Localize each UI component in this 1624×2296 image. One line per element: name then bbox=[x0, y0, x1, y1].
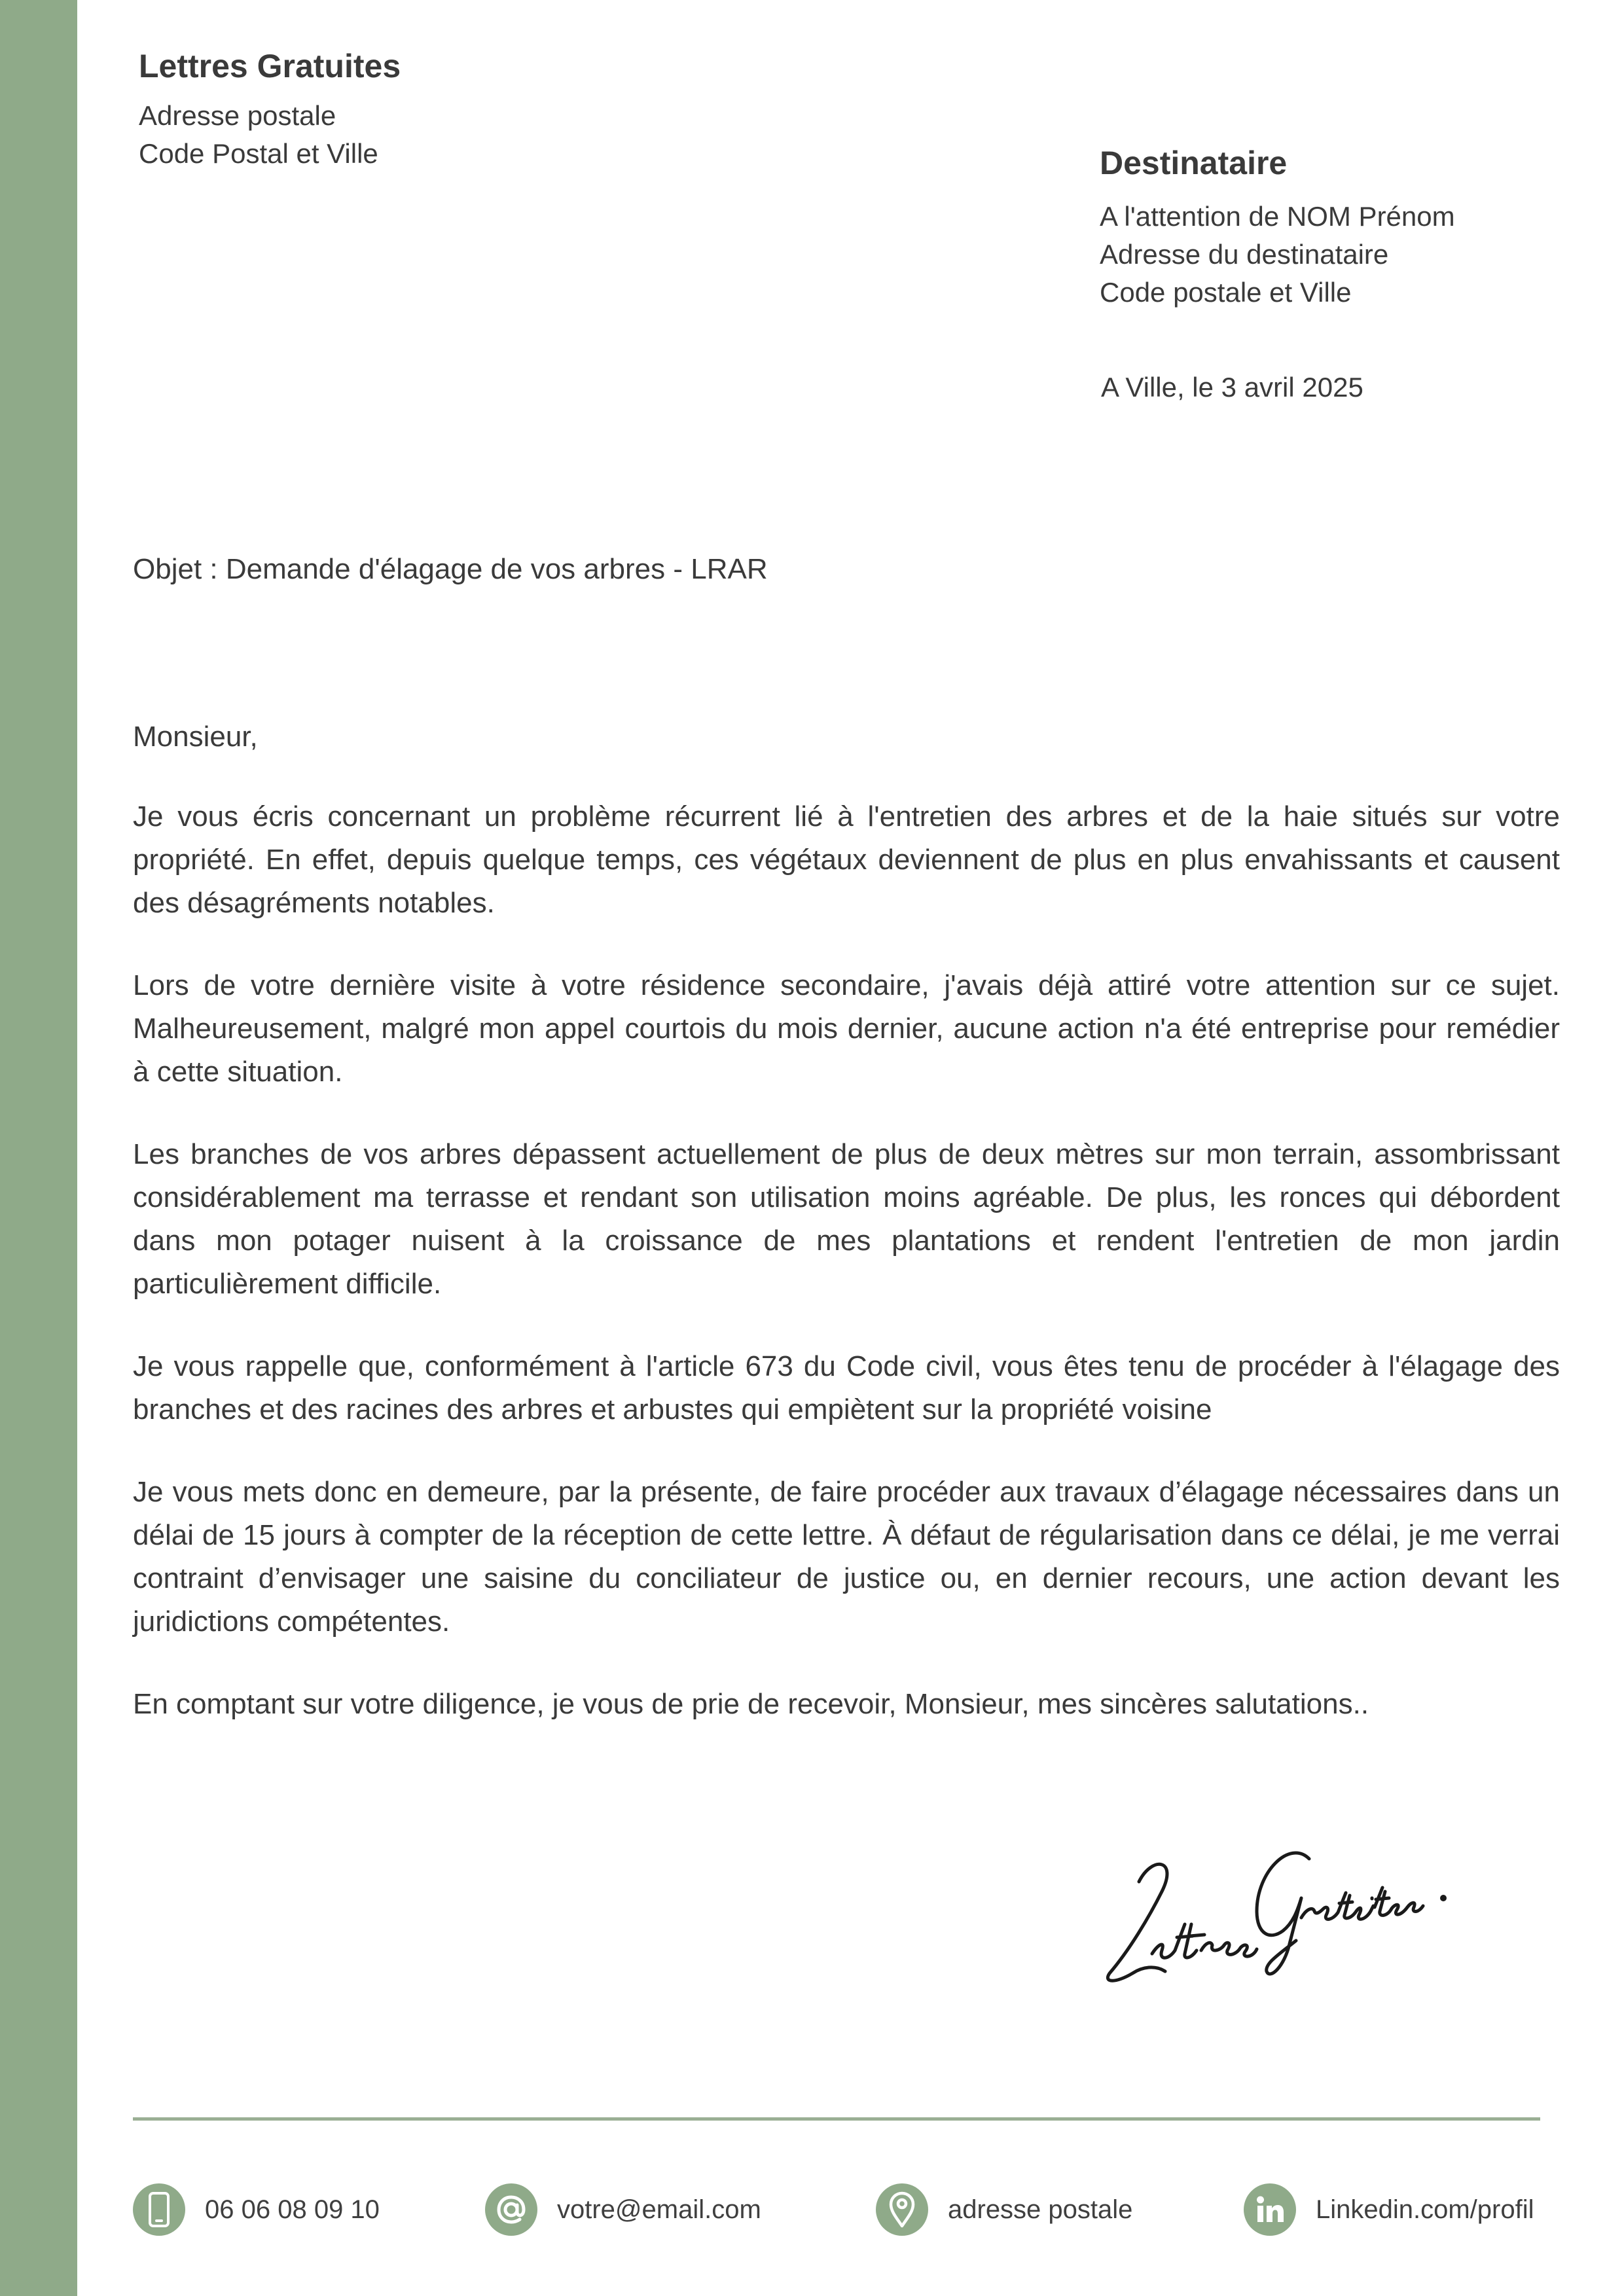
recipient-attention: A l'attention de NOM Prénom bbox=[1100, 201, 1455, 232]
body-paragraph: Les branches de vos arbres dépassent actuellement de plus de deux mètres sur mon terrain, assombrissant considérablement ma terrasse et rendant son utilisation moins agréable. De plus, les ronces qui débordent dans mon potager nuisent à la croissance de mes plantations et rendent l'entretien de mon jardin particulièrement difficile. bbox=[133, 1138, 1560, 1300]
postal-address: adresse postale bbox=[948, 2195, 1133, 2224]
email-address: votre@email.com bbox=[557, 2195, 761, 2224]
closing-paragraph: En comptant sur votre diligence, je vous de prie de recevoir, Monsieur, mes sincères salutations.. bbox=[133, 1688, 1369, 1720]
recipient-block bbox=[1100, 144, 1455, 312]
footer-divider bbox=[133, 2117, 1540, 2121]
at-icon bbox=[485, 2183, 537, 2236]
body-paragraph: Je vous mets donc en demeure, par la présente, de faire procéder aux travaux d’élagage nécessaires dans un délai de 15 jours à compter de la réception de cette lettre. À défaut de régularisation dans ce délai, je me verrai contraint d’envisager une saisine du conciliateur de justice ou, en dernier recours, une action devant les juridictions compétentes. bbox=[133, 1476, 1560, 1638]
salutation: Monsieur, bbox=[133, 721, 258, 753]
footer-email bbox=[485, 2183, 761, 2236]
recipient-title: Destinataire bbox=[1100, 145, 1288, 181]
footer-phone bbox=[133, 2183, 380, 2236]
location-pin-icon bbox=[876, 2183, 928, 2236]
recipient-city: Code postale et Ville bbox=[1100, 277, 1352, 308]
linkedin-profile: Linkedin.com/profil bbox=[1316, 2195, 1534, 2224]
letter-subject: Objet : Demande d'élagage de vos arbres - LRAR bbox=[133, 553, 768, 585]
sender-city: Code Postal et Ville bbox=[139, 138, 378, 169]
linkedin-icon bbox=[1244, 2183, 1296, 2236]
phone-icon bbox=[133, 2183, 185, 2236]
sender-name: Lettres Gratuites bbox=[139, 48, 401, 84]
body-paragraph: Lors de votre dernière visite à votre résidence secondaire, j'avais déjà attiré votre attention sur ce sujet. Malheureusement, malgré mon appel courtois du mois dernier, aucune action n'a été entreprise pour remédier à cette situation. bbox=[133, 969, 1560, 1088]
recipient-address: Adresse du destinataire bbox=[1100, 239, 1389, 270]
letter-body bbox=[133, 715, 1560, 1765]
handwritten-signature bbox=[1093, 1820, 1486, 1990]
footer-address bbox=[876, 2183, 1132, 2236]
sender-address: Adresse postale bbox=[139, 100, 336, 131]
sidebar-accent-bar bbox=[0, 0, 77, 2296]
letter-date: A Ville, le 3 avril 2025 bbox=[1101, 372, 1363, 403]
body-paragraph: Je vous rappelle que, conformément à l'article 673 du Code civil, vous êtes tenu de procéder à l'élagage des branches et des racines des arbres et arbustes qui empiètent sur la propriété voisine bbox=[133, 1350, 1560, 1426]
sender-block bbox=[139, 47, 401, 173]
footer-linkedin bbox=[1244, 2183, 1534, 2236]
phone-number: 06 06 08 09 10 bbox=[205, 2195, 380, 2224]
body-paragraph: Je vous écris concernant un problème récurrent lié à l'entretien des arbres et de la haie situés sur votre propriété. En effet, depuis quelque temps, ces végétaux deviennent de plus en plus envahissants et causent des désagréments notables. bbox=[133, 800, 1560, 919]
